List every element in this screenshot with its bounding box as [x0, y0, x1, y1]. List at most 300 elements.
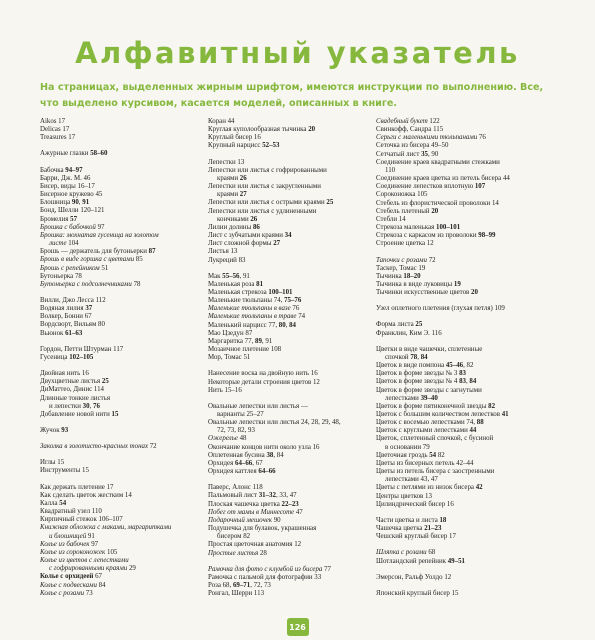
index-entry [40, 573, 198, 581]
index-entry-text: 42 [475, 484, 483, 492]
index-entry-text: Некоторые детали строения цветов 12 [208, 378, 320, 386]
index-entry [376, 151, 562, 159]
index-entry-text: Двойная нить 16 [40, 370, 89, 378]
index-entry [40, 533, 198, 541]
index-entry-text: 84 [420, 353, 428, 361]
index-entry-text: 29 [127, 565, 136, 573]
index-entry [376, 362, 562, 370]
index-entry-text: Как держать плетение 17 [40, 483, 114, 491]
group-gap [40, 338, 198, 346]
index-entry-text: 81 [256, 280, 264, 288]
index-entry [40, 508, 198, 516]
index-entry [208, 199, 368, 207]
page-number-badge [285, 616, 311, 638]
index-entry-text: Лепестки или листья с удлиненными [208, 207, 317, 215]
index-column-1 [40, 118, 198, 598]
index-entry-text: 105 [105, 548, 118, 556]
index-entry-text: Delicas 17 [40, 126, 70, 134]
index-entry-text: 100–101 [268, 288, 293, 296]
index-entry-text: 18 [439, 516, 447, 524]
index-entry-text: Стебель из флористической проволоки 14 [376, 199, 499, 207]
index-entry-text: Маленькие тюльпаны в вазе [208, 305, 291, 313]
index-entry-text: Маленькие тюльпаны в траве [208, 313, 297, 321]
index-entry-text: Ажурные глазки [40, 150, 91, 158]
index-entry-text: 55–56 [222, 272, 240, 280]
index-entry-text: Маленький нарцисс 77, [208, 321, 279, 329]
index-entry-text: 84 [96, 581, 106, 589]
index-entry [376, 411, 562, 419]
index-entry [208, 525, 368, 533]
index-entry-text: 30 [82, 402, 90, 410]
index-entry-text: Цветы из петель бисера с заостренными [376, 468, 495, 476]
index-entry-text: Бонд, Шелли 120–121 [40, 207, 105, 215]
index-entry-text: Брошь с репейником [40, 264, 100, 272]
index-entry-text: Цветок в форме пятиконечной звезды [376, 402, 489, 410]
index-entry-text: Пальмовый лист [208, 492, 259, 500]
index-entry-text: 83 [459, 370, 466, 378]
index-entry [208, 435, 368, 443]
index-entry-text: 91 [86, 532, 95, 540]
index-entry [208, 550, 368, 558]
index-entry-text: Форма листа [376, 321, 416, 329]
index-entry-text: 72 [148, 443, 157, 451]
index-entry-text: , [285, 321, 290, 329]
index-entry-text: Части цветка и листа [376, 516, 440, 524]
index-entry-text: 26 [239, 174, 247, 182]
index-entry [40, 305, 198, 313]
index-entry-text: Роза 68, [208, 581, 233, 589]
index-entry [40, 467, 198, 475]
index-entry [208, 118, 368, 126]
index-entry [40, 265, 198, 273]
index-entry-text: Мозаичное плетение 108 [208, 346, 282, 354]
index-entry-text: Бутоньерка 78 [40, 272, 82, 280]
index-entry [208, 126, 368, 134]
group-gap [40, 435, 198, 443]
index-entry [40, 199, 198, 207]
index-entry-text: Стебель плетеный [376, 207, 432, 215]
index-entry-text: Маргаритка 77, [208, 337, 256, 345]
index-entry-text: 84 [469, 378, 477, 386]
index-entry [208, 452, 368, 460]
index-entry-text: 89 [255, 337, 262, 345]
index-entry-text: 77 [322, 565, 332, 573]
index-entry-text: Иглы 15 [40, 459, 65, 467]
index-entry [208, 460, 368, 468]
index-entry [208, 403, 368, 411]
index-entry-text: 102–105 [69, 353, 94, 361]
index-entry-text: Соединение краев цветка из петель бисера 44 [376, 175, 510, 183]
index-entry-text: Стрекоза маленькая [376, 224, 437, 232]
index-entry-text: Мао Цзедун 87 [208, 329, 253, 337]
index-entry [208, 346, 368, 354]
index-entry-text: в основании 79 [385, 443, 430, 451]
index-entry [208, 541, 368, 549]
index-entry [376, 134, 562, 142]
index-entry-text: 93 [61, 427, 69, 434]
index-entry [208, 338, 368, 346]
index-entry-text: , 91 [239, 272, 250, 280]
index-entry [208, 191, 368, 199]
group-gap [208, 395, 368, 403]
index-entry-text: Побег от мамы в Миннесоте [208, 508, 295, 516]
index-entry-text: Тапочки с розами [376, 256, 427, 264]
index-entry-text: Вилли, Джо Лесса 112 [40, 296, 106, 304]
index-entry [376, 142, 562, 150]
index-entry-text: Паверс, Алонс 118 [208, 484, 263, 492]
index-entry [208, 379, 368, 387]
index-entry [376, 501, 562, 509]
group-gap [208, 362, 368, 370]
index-entry-text: Серьги с маленькими тюльпанами [376, 134, 478, 142]
index-entry [376, 216, 562, 224]
index-entry-text: 31–32 [258, 492, 276, 500]
index-entry-text: 47 [294, 508, 303, 516]
index-entry [40, 590, 198, 598]
index-entry [40, 370, 198, 378]
index-entry-text: Колье из бабочек [40, 540, 90, 548]
index-entry-text: 35 [421, 150, 428, 158]
index-entry-text: лепестками [385, 394, 421, 402]
index-entry-text: Жучок [40, 427, 62, 434]
index-entry [208, 509, 368, 517]
index-entry [40, 118, 198, 126]
index-entry [376, 549, 562, 557]
index-entry-text: Стрекоза с каркасом из проволоки [376, 232, 479, 240]
index-entry-text: 75–76 [284, 297, 302, 305]
index-entry-text: Ронгал, Шерри 113 [208, 590, 265, 598]
index-entry-text: Цветочная гроздь [376, 451, 430, 459]
index-entry-text: 90 [272, 516, 281, 524]
index-entry-text: Цветок с восемью лепестками 74, [376, 419, 477, 427]
index-entry-text: Подарочный мешочек [208, 516, 273, 524]
index-entry [40, 150, 198, 158]
index-entry-text: 82 [436, 451, 445, 459]
index-entry-text: 80 [278, 321, 286, 329]
index-entry-text: листе [49, 240, 67, 248]
index-entry-text: Колье с орхидеей [40, 573, 94, 581]
index-entry-text: Блошница [40, 199, 72, 207]
index-entry [40, 126, 198, 134]
index-entry [208, 444, 368, 452]
index-entry-text: Сетчатый лист [376, 150, 422, 158]
index-entry-text: Простые листья [208, 549, 259, 557]
index-entry [208, 590, 368, 598]
index-entry-text: Цветок, сплетенный спочкой, с бусиной [376, 435, 494, 443]
group-gap [376, 338, 562, 346]
group-gap [40, 142, 198, 150]
index-entry [376, 208, 562, 216]
index-entry-text: , [89, 402, 93, 410]
index-entry-text: 22–23 [281, 500, 299, 508]
index-entry [376, 330, 562, 338]
index-entry-text: , 82 [463, 362, 474, 370]
index-entry [40, 175, 198, 183]
index-entry [208, 240, 368, 248]
index-entry [208, 313, 368, 321]
index-entry-text: 84 [289, 321, 296, 329]
index-entry-text: , 90 [427, 150, 439, 158]
index-entry [208, 517, 368, 525]
index-entry-text: Оплетенная бусина [208, 451, 267, 459]
index-entry-text: Кирпичный стежок 106–107 [40, 516, 123, 524]
index-entry [40, 541, 198, 549]
index-entry [376, 281, 562, 289]
index-entry [208, 159, 368, 167]
index-entry [208, 305, 368, 313]
index-entry-text: , 84 [273, 451, 284, 459]
index-entry [376, 159, 562, 167]
index-entry-text: Aikos 17 [40, 118, 66, 125]
index-entry-text: Листья 13 [208, 248, 238, 256]
index-entry [40, 516, 198, 524]
index-entry-text: 45–46 [445, 362, 464, 370]
index-entry [376, 590, 562, 598]
index-entry [376, 175, 562, 183]
index-entry [208, 484, 368, 492]
index-entry [376, 305, 562, 313]
index-entry [208, 183, 368, 191]
index-entry-text: с гофрированными краями [49, 565, 128, 573]
index-entry [208, 216, 368, 224]
index-entry-text: 20 [471, 289, 478, 297]
index-entry [376, 476, 562, 484]
index-entry-text: Квадратный узел 110 [40, 508, 102, 516]
index-entry [208, 419, 368, 427]
index-entry-text: Двухцветные листья [40, 378, 102, 386]
index-entry-text: Ожерелье [208, 435, 238, 443]
index-entry-text: 69–71 [232, 581, 251, 589]
index-entry-text: Мак [208, 272, 223, 280]
index-entry-text: Цветок в форме звезды с загнутыми [376, 386, 482, 394]
index-entry [40, 427, 198, 435]
index-entry-text: , [417, 353, 421, 361]
index-entry-text: Франклин, Ким Э. 116 [376, 329, 442, 337]
index-entry [40, 207, 198, 215]
index-entry-text: Сороконожка 105 [376, 191, 428, 199]
group-gap [40, 289, 198, 297]
index-entry-text: Цветы из бисерных петель 42–44 [376, 459, 474, 467]
index-entry [40, 500, 198, 508]
index-entry [40, 134, 198, 142]
index-entry-text: Как сделать цветок жестким 14 [40, 491, 132, 499]
index-entry-text: 104 [66, 240, 79, 248]
group-gap [40, 159, 198, 167]
index-entry-text: 78 [410, 353, 418, 361]
index-entry-text: 64–66 [235, 459, 253, 467]
index-entry-text: 25 [415, 321, 423, 329]
index-entry-text: Книжная обложка с маками, маргаритками [40, 524, 172, 532]
index-entry-text: Лилии долины [208, 223, 253, 231]
index-entry-text: Treasures 17 [40, 134, 76, 142]
index-entry-text: Колье с розами [40, 589, 85, 597]
index-entry-text: Овальные лепестки или листья 24, 28, 29, 48, [208, 419, 341, 427]
index-entry-text: 76 [93, 402, 100, 410]
index-entry-text: и лепестки [49, 402, 83, 410]
index-entry [376, 517, 562, 525]
index-entry-text: 61–63 [65, 329, 83, 337]
index-entry-text: 72 [426, 256, 436, 264]
index-entry-text: Тычинка [376, 272, 404, 280]
index-entry-text: Плоская чашечка цветка [208, 500, 282, 508]
index-entry [40, 395, 198, 403]
index-entry [40, 273, 198, 281]
index-entry-text: Круглая куполообразная тычинка [208, 126, 309, 134]
index-entry [40, 240, 198, 248]
index-entry-text: 27 [273, 240, 281, 248]
index-entry-text: 27 [239, 191, 247, 199]
index-entry [208, 208, 368, 216]
index-entry-text: 25 [326, 199, 334, 207]
index-entry [208, 387, 368, 395]
index-entry-text: Барри, Дж. М. 46 [40, 174, 91, 182]
index-entry-text: Колье из цветов с лепестками [40, 557, 129, 565]
index-entry-text: Лепестки или листья с острыми краями [208, 199, 327, 207]
index-entry [376, 321, 562, 329]
index-entry-text: 78 [131, 280, 141, 288]
index-entry-text: 122 [427, 118, 440, 125]
index-entry-text: 91 [82, 199, 90, 207]
index-entry-text: кончиками [217, 215, 251, 223]
group-gap [40, 451, 198, 459]
index-entry [376, 232, 562, 240]
index-entry-text: бисером 82 [217, 533, 251, 541]
group-gap [376, 541, 562, 549]
index-entry [40, 582, 198, 590]
index-entry [376, 346, 562, 354]
index-entry [208, 167, 368, 175]
index-entry-text: 57 [70, 215, 78, 223]
index-entry [376, 126, 562, 134]
index-entry-text: Маленькие тюльпаны 74, [208, 297, 285, 305]
index-entry-text: 97 [95, 223, 105, 231]
index-entry-text: 87 [148, 248, 156, 256]
index-entry-text: Сеточка из бисера 49–50 [376, 142, 449, 150]
index-entry-text: 20 [431, 207, 439, 215]
index-entry [376, 444, 562, 452]
group-gap [40, 476, 198, 484]
index-entry-text: Овальные лепестки или листья — [208, 402, 308, 410]
index-entry [376, 574, 562, 582]
group-gap [376, 297, 562, 305]
index-entry-text: 34 [284, 232, 292, 240]
index-entry [40, 191, 198, 199]
index-entry [376, 183, 562, 191]
index-entry-text: 100–101 [436, 224, 461, 232]
index-entry-text: , [465, 378, 470, 386]
index-entry [40, 459, 198, 467]
index-entry-text: 64–66 [258, 468, 276, 476]
index-entry [208, 370, 368, 378]
index-entry-text: 76 [477, 134, 486, 142]
index-entry [40, 321, 198, 329]
index-entry-text: 82 [488, 402, 496, 410]
index-entry-text: Лепестки или листья с закругленными [208, 183, 321, 191]
index-entry-text: 110 [385, 166, 396, 174]
index-entry [208, 427, 368, 435]
index-entry [376, 354, 562, 362]
index-entry-text: Тычинка в виде луковицы [376, 280, 454, 288]
index-entry [40, 492, 198, 500]
index-entry [376, 265, 562, 273]
index-entry-text: Подушечка для булавок, украшенная [208, 525, 317, 533]
index-entry [376, 370, 562, 378]
group-gap [376, 313, 562, 321]
index-entry [40, 297, 198, 305]
index-entry-text: 38 [266, 451, 274, 459]
index-entry [376, 525, 562, 533]
index-entry-text: Бисер, виды 16–17 [40, 182, 95, 190]
index-entry [40, 232, 198, 240]
index-entry-text: 83 [459, 378, 466, 386]
index-entry-text: Тычинки искусственные цветов [376, 289, 472, 297]
index-entry-text: Строение цветка 12 [376, 240, 434, 248]
group-gap [376, 509, 562, 517]
index-entry [376, 484, 562, 492]
index-entry-text: 98–99 [478, 232, 496, 240]
page-title: Алфавитный указатель [75, 36, 520, 70]
index-entry [208, 501, 368, 509]
index-entry-text: 51 [99, 264, 109, 272]
group-gap [376, 566, 562, 574]
index-entry [376, 118, 562, 126]
group-gap [40, 419, 198, 427]
index-entry [40, 330, 198, 338]
index-entry [208, 582, 368, 590]
index-entry-text: 18–20 [403, 272, 421, 280]
index-entry-text: 107 [474, 183, 486, 191]
index-entry [376, 378, 562, 386]
index-entry-text: Простая цветочная анатомия 12 [208, 541, 302, 549]
index-entry-text: 67 [93, 573, 102, 581]
index-entry-text: Цветок в виде помпона [376, 362, 446, 370]
index-entry-text: 88 [476, 419, 484, 427]
index-entry-text: Японский круглый бисер 15 [376, 589, 459, 597]
index-entry-text: Брошка: мохнатая гусеница на золотом [40, 231, 159, 239]
index-entry-text: Свинкофф, Сандра 115 [376, 126, 444, 134]
index-entry [208, 330, 368, 338]
index-entry-text: 76 [290, 305, 300, 313]
index-entry [376, 435, 562, 443]
index-entry-text: спочкой [385, 353, 411, 361]
index-entry [40, 313, 198, 321]
index-entry [376, 224, 562, 232]
index-entry-text: Цветы с петлями из низок бисера [376, 484, 476, 492]
index-entry [40, 216, 198, 224]
index-entry-text: Цветок в форме звезды № 4 [376, 378, 460, 386]
index-entry [376, 558, 562, 566]
index-entry [208, 224, 368, 232]
group-gap [208, 558, 368, 566]
index-entry [376, 533, 562, 541]
index-entry-text: , 72, 73 [250, 581, 271, 589]
index-entry-text: Бисерное кружево 45 [40, 191, 103, 199]
index-entry [40, 386, 198, 394]
index-entry-text: Окончание концов нити около узла 16 [208, 443, 320, 451]
index-entry [208, 281, 368, 289]
index-entry [40, 183, 198, 191]
index-entry-text: Шляпка с розами [376, 549, 427, 557]
index-entry-text: 54 [429, 451, 437, 459]
index-entry-text: Брошь — держатель для бутоньерки [40, 248, 149, 256]
index-entry-text: 26 [250, 215, 258, 223]
index-entry-text: Добавление новой нити [40, 410, 112, 418]
index-entry [376, 289, 562, 297]
index-entry-text: Цилиндрический бисер 16 [376, 500, 454, 508]
index-entry-text: Чашечка цветка [376, 525, 425, 533]
index-entry-text: 73 [84, 589, 93, 597]
index-entry-text: 20 [308, 126, 316, 134]
